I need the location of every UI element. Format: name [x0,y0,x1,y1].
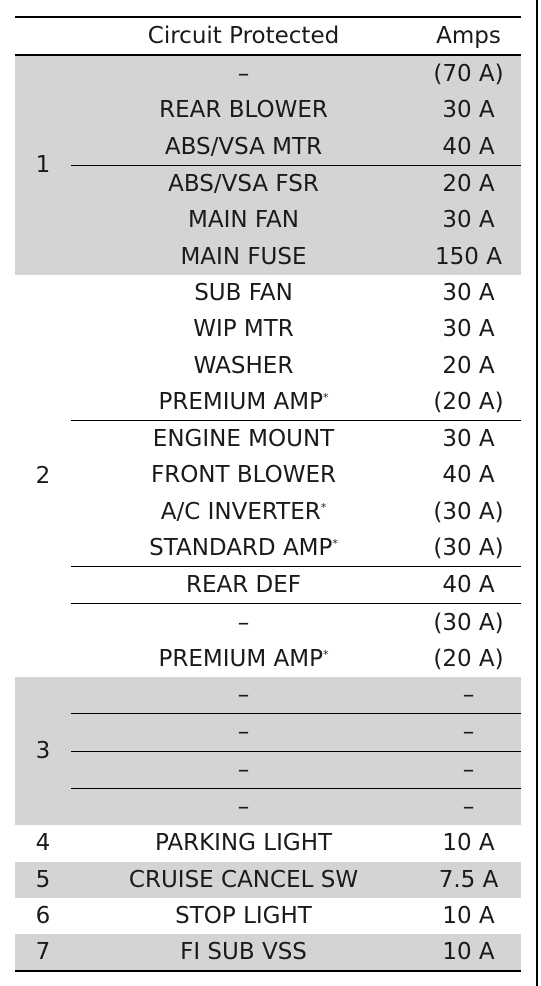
table-row [15,347,521,383]
table-row [15,238,521,274]
amps-cell: 40 A [416,129,521,166]
table-row [15,202,521,238]
fuse-number: 2 [35,462,51,489]
optional-equipment-mark: * [322,390,329,404]
table-row [15,165,521,202]
amps-cell: (70 A) [416,55,521,92]
amps-cell: 10 A [442,830,495,857]
circuit-cell: STANDARD AMP* [149,535,338,561]
amps-cell: 150 A [416,238,521,274]
circuit-cell: ABS/VSA MTR [71,129,416,166]
amps-cell: 10 A [416,934,521,971]
table-row [15,92,521,128]
table-row [15,567,521,604]
circuit-cell: PREMIUM AMP* [158,645,329,672]
fuse-number: 5 [15,862,71,898]
circuit-cell: – [71,788,416,825]
circuit-cell: – [71,714,416,751]
amps-cell: 30 A [442,316,495,343]
circuit-cell: FRONT BLOWER [150,462,336,489]
circuit-cell: A/C INVERTER* [160,498,327,525]
fuse-table [15,16,521,972]
table-row [15,55,521,92]
table-row [15,275,521,311]
circuit-cell: CRUISE CANCEL SW [71,862,416,898]
right-edge-rule [536,0,538,986]
amps-cell: (30 A) [416,604,521,641]
amps-cell: (20 A) [433,645,504,672]
amps-cell: (20 A) [433,388,504,415]
table-row [15,677,521,714]
table-row [15,494,521,530]
amps-cell: – [416,714,521,751]
circuit-cell: PARKING LIGHT [154,830,333,857]
amps-cell: 7.5 A [416,862,521,898]
table-row [15,641,521,677]
table-row [15,788,521,825]
amps-cell: 30 A [416,92,521,128]
table-row [15,934,521,971]
table-row [15,898,521,934]
optional-equipment-mark: * [332,537,338,550]
circuit-cell: MAIN FAN [71,202,416,238]
amps-cell: 20 A [442,352,495,379]
circuit-cell: – [71,751,416,788]
table-header-row [15,17,521,55]
table-row [15,457,521,493]
amps-cell: (30 A) [433,498,504,525]
fuse-number: 3 [15,677,71,825]
table-row [15,530,521,567]
amps-cell: 30 A [416,420,521,457]
amps-cell: 40 A [442,462,495,489]
amps-cell: – [416,788,521,825]
table-row [15,311,521,347]
amps-cell: 40 A [416,567,521,604]
table-row [15,384,521,421]
amps-header: Amps [416,17,521,55]
table-row [15,604,521,641]
circuit-cell: FI SUB VSS [71,934,416,971]
circuit-cell: WIP MTR [193,316,294,343]
circuit-cell: – [71,55,416,92]
circuit-cell: REAR DEF [71,567,416,604]
optional-equipment-mark: * [322,647,329,661]
circuit-cell: ABS/VSA FSR [71,165,416,202]
fuse-number-header [15,17,71,55]
table-row [15,129,521,166]
amps-cell: 10 A [442,902,495,929]
fuse-number: 7 [15,934,71,971]
amps-cell: 30 A [442,279,495,306]
optional-equipment-mark: * [320,500,327,514]
fuse-number: 4 [35,830,51,857]
fuse-number: 1 [15,55,71,275]
table-row [15,862,521,898]
circuit-protected-header: Circuit Protected [71,17,416,55]
circuit-cell: – [71,677,416,714]
circuit-cell: WASHER [193,352,294,379]
table-row [15,751,521,788]
table-row [15,714,521,751]
circuit-cell: PREMIUM AMP* [158,388,329,415]
amps-cell: 30 A [416,202,521,238]
circuit-cell: ENGINE MOUNT [71,420,416,457]
fuse-number: 6 [35,902,51,929]
circuit-cell: STOP LIGHT [175,902,312,929]
circuit-cell: REAR BLOWER [71,92,416,128]
table-row [15,825,521,861]
circuit-cell: – [71,604,416,641]
amps-cell: – [416,677,521,714]
table-row [15,420,521,457]
circuit-cell: MAIN FUSE [71,238,416,274]
circuit-cell: SUB FAN [194,279,293,306]
amps-cell: 20 A [416,165,521,202]
amps-cell: (30 A) [433,535,504,561]
amps-cell: – [416,751,521,788]
